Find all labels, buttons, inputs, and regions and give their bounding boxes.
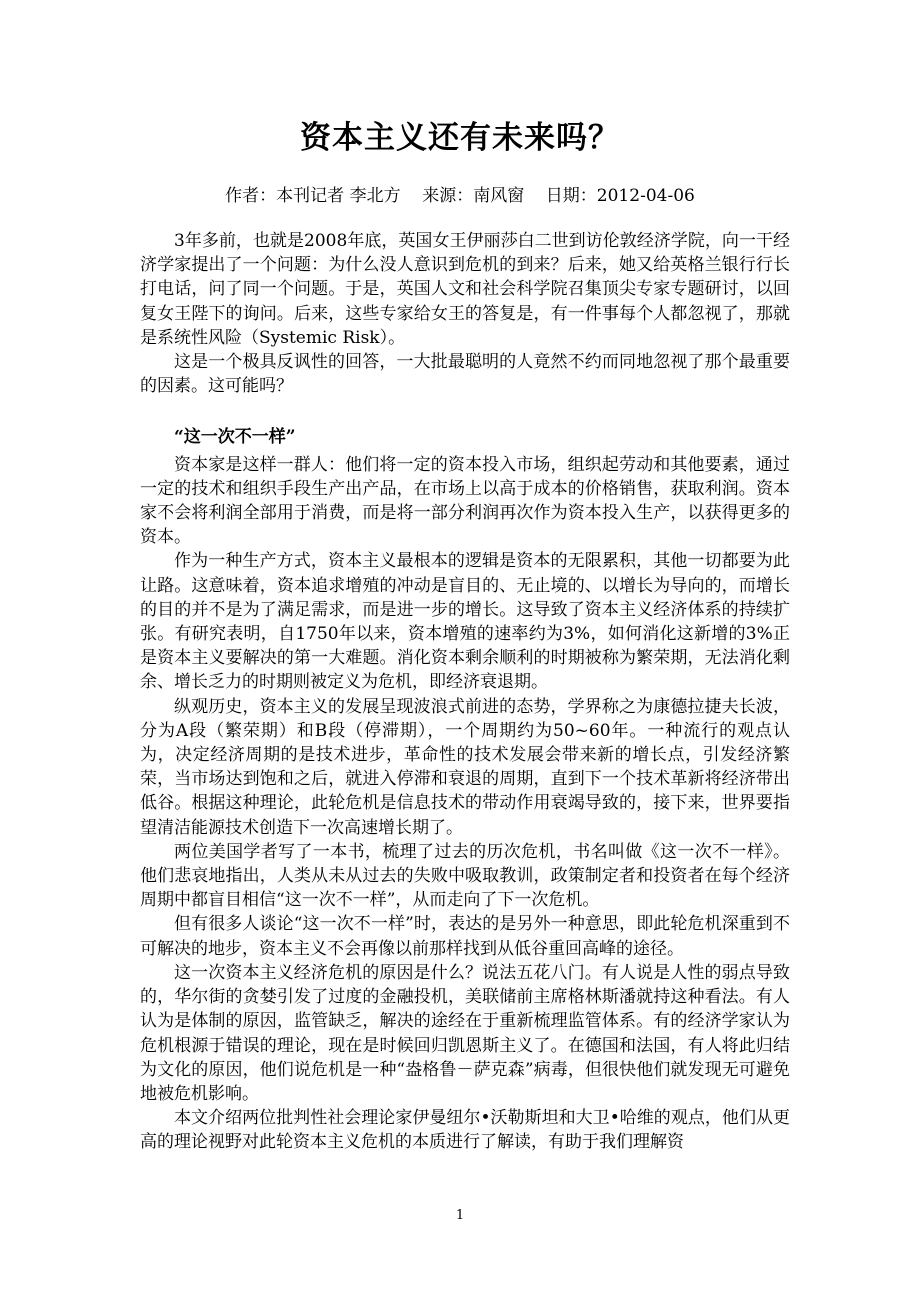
paragraph: 两位美国学者写了一本书，梳理了过去的历次危机，书名叫做《这一次不一样》。他们悲哀地指出，人类从未从过去的失败中吸取教训，政策制定者和投资者在每个经济周期中都盲目相信“这一次不一样”，从而走向了下一次危机。 (140, 841, 790, 911)
paragraph: 作为一种生产方式，资本主义最根本的逻辑是资本的无限累积，其他一切都要为此让路。这意味着，资本追求增殖的冲动是盲目的、无止境的、以增长为导向的，而增长的目的并不是为了满足需求，而是进一步的增长。这导致了资本主义经济体系的持续扩张。有研究表明，自1750年以来，资本增殖的速率约为3%，如何消化这新增的3%正是资本主义要解决的第一大难题。消化资本剩余顺利的时期被称为繁荣期，无法消化剩余、增长乏力的时期则被定义为危机，即经济衰退期。 (140, 551, 790, 693)
paragraph: 这是一个极具反讽性的回答，一大批最聪明的人竟然不约而同地忽视了那个最重要的因素。这可能吗？ (140, 352, 790, 397)
article-byline: 作者：本刊记者 李北方 来源：南风窗 日期：2012-04-06 (225, 186, 695, 206)
paragraph: 3年多前，也就是2008年底，英国女王伊丽莎白二世到访伦敦经济学院，向一干经济学家提出了一个问题：为什么没人意识到危机的到来？后来，她又给英格兰银行行长打电话，问了同一个问题。于是，英国人文和社会科学院召集顶尖专家专题研讨，以回复女王陛下的询问。后来，这些专家给女王的答复是，有一件事每个人都忽视了，那就是系统性风险（Systemic Risk）。 (140, 231, 790, 348)
paragraph: 这一次资本主义经济危机的原因是什么？说法五花八门。有人说是人性的弱点导致的，华尔街的贪婪引发了过度的金融投机，美联储前主席格林斯潘就持这种看法。有人认为是体制的原因，监管缺乏，解决的途经在于重新梳理监管体系。有的经济学家认为危机根源于错误的理论，现在是时候回归凯恩斯主义了。在德国和法国，有人将此归结为文化的原因，他们说危机是一种“盎格鲁－萨克森”病毒，但很快他们就发现无可避免地被危机影响。 (140, 962, 790, 1104)
paragraph: 资本家是这样一群人：他们将一定的资本投入市场，组织起劳动和其他要素，通过一定的技术和组织手段生产出产品，在市场上以高于成本的价格销售，获取利润。资本家不会将利润全部用于消费，而是将一部分利润再次作为资本投入生产，以获得更多的资本。 (140, 454, 790, 548)
paragraph: 但有很多人谈论“这一次不一样”时，表达的是另外一种意思，即此轮危机深重到不可解决的地步，资本主义不会再像以前那样找到从低谷重回高峰的途径。 (140, 914, 790, 959)
section-heading: “这一次不一样” (174, 427, 296, 448)
paragraph: 本文介绍两位批判性社会理论家伊曼纽尔•沃勒斯坦和大卫•哈维的观点，他们从更高的理论视野对此轮资本主义危机的本质进行了解读，有助于我们理解资 (140, 1108, 790, 1153)
article-title: 资本主义还有未来吗？ (300, 120, 620, 156)
paragraph: 纵观历史，资本主义的发展呈现波浪式前进的态势，学界称之为康德拉捷夫长波，分为A段（繁荣期）和B段（停滞期），一个周期约为50~60年。一种流行的观点认为，决定经济周期的是技术进步，革命性的技术发展会带来新的增长点，引发经济繁荣，当市场达到饱和之后，就进入停滞和衰退的周期，直到下一个技术革新将经济带出低谷。根据这种理论，此轮危机是信息技术的带动作用衰竭导致的，接下来，世界要指望清洁能源技术创造下一次高速增长期了。 (140, 696, 790, 838)
article-body (140, 229, 790, 1155)
page-number: 1 (455, 1208, 465, 1223)
